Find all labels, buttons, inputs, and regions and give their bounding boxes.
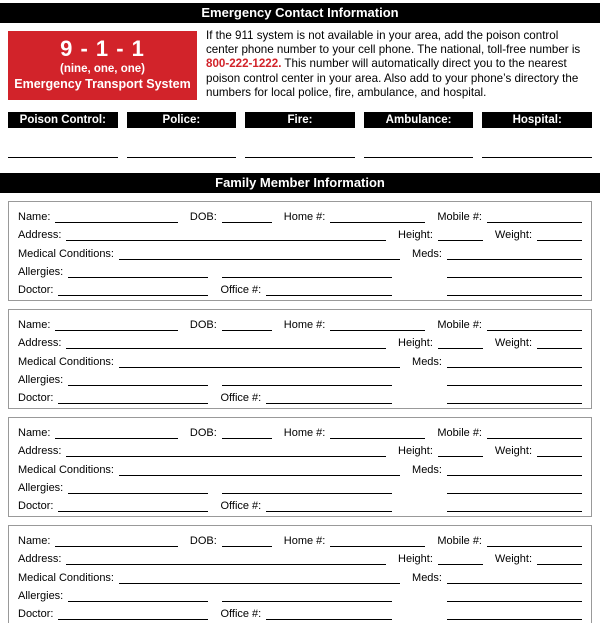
ambulance-blank-line [364,128,474,158]
weight-label: Weight: [494,553,532,566]
dob-blank-line [222,319,272,331]
allergies-blank-line [68,374,208,386]
mobile-phone-blank-line [487,535,582,547]
dob-blank-line [222,427,272,439]
contact-label-ambulance: Ambulance: [364,112,474,128]
weight-blank-line [537,229,582,241]
meds-continuation-line [447,590,582,602]
member-row-allergies [18,369,582,387]
address-blank-line [66,445,386,457]
meds-label: Meds: [412,247,442,260]
weight-label: Weight: [494,229,532,242]
allergies-label: Allergies: [18,481,64,494]
member-row-medical [18,459,582,477]
family-member-card [8,417,592,517]
allergies-label: Allergies: [18,265,64,278]
meds-continuation-line-2 [447,392,582,404]
family-members-list [0,201,600,623]
name-blank-line [55,319,177,331]
dob-label: DOB: [189,319,217,332]
doctor-blank-line [58,500,208,512]
911-caption: Emergency Transport System [14,77,191,91]
police-blank-line [127,128,237,158]
dob-blank-line [222,211,272,223]
office-phone-label: Office #: [220,284,262,297]
dob-blank-line [222,535,272,547]
address-blank-line [66,337,386,349]
medical-conditions-blank-line [119,248,400,260]
doctor-label: Doctor: [18,392,54,405]
doctor-label: Doctor: [18,284,54,297]
home-phone-blank-line [330,211,425,223]
meds-label: Meds: [412,463,442,476]
medical-conditions-label: Medical Conditions: [18,571,114,584]
dob-label: DOB: [189,535,217,548]
mobile-phone-blank-line [487,211,582,223]
allergies-continuation-line [222,266,392,278]
intro-text-before: If the 911 system is not available in your area, add the poison control center phone number to your cell phone. The national, toll-free number is [206,29,581,57]
meds-label: Meds: [412,571,442,584]
family-member-card [8,525,592,623]
office-phone-blank-line [266,284,392,296]
medical-conditions-blank-line [119,572,400,584]
address-label: Address: [18,445,62,458]
member-row-medical [18,567,582,585]
mobile-phone-label: Mobile #: [437,535,482,548]
home-phone-blank-line [330,319,425,331]
family-section-title: Family Member Information [0,173,600,193]
height-label: Height: [398,229,433,242]
meds-label: Meds: [412,355,442,368]
height-blank-line [438,337,483,349]
intro-text-after: This number will automatically direct you to the nearest poison control center in your area. Also add to your phone’s directory the numbers for local police, fire, ambulance, and hospital. [206,57,579,99]
height-label: Height: [398,553,433,566]
meds-continuation-line-2 [447,500,582,512]
address-label: Address: [18,229,62,242]
allergies-blank-line [68,266,208,278]
office-phone-blank-line [266,392,392,404]
intro-paragraph [206,29,592,100]
mobile-phone-label: Mobile #: [437,427,482,440]
hospital-blank-line [482,128,592,158]
member-row-allergies [18,261,582,279]
meds-continuation-line [447,266,582,278]
medical-conditions-blank-line [119,464,400,476]
member-row-medical [18,243,582,261]
height-blank-line [438,445,483,457]
dob-label: DOB: [189,211,217,224]
home-phone-blank-line [330,427,425,439]
allergies-continuation-line [222,374,392,386]
meds-continuation-line [447,374,582,386]
emergency-contacts-blank-lines-row [0,128,600,158]
member-row-name [18,422,582,440]
address-label: Address: [18,337,62,350]
doctor-blank-line [58,608,208,620]
emergency-contacts-labels-row [0,112,600,128]
weight-label: Weight: [494,337,532,350]
allergies-blank-line [68,482,208,494]
medical-conditions-blank-line [119,356,400,368]
poison-control-phone-number: 800-222-1222. [206,57,282,71]
doctor-blank-line [58,392,208,404]
allergies-continuation-line [222,482,392,494]
home-phone-label: Home #: [283,211,326,224]
doctor-label: Doctor: [18,608,54,621]
doctor-blank-line [58,284,208,296]
contact-label-fire: Fire: [245,112,355,128]
home-phone-label: Home #: [283,427,326,440]
meds-continuation-line [447,482,582,494]
hero-section [0,23,600,100]
member-row-allergies [18,585,582,603]
member-row-doctor [18,495,582,513]
name-label: Name: [18,427,51,440]
address-blank-line [66,229,386,241]
office-phone-label: Office #: [220,392,262,405]
member-row-address [18,440,582,458]
office-phone-blank-line [266,500,392,512]
mobile-phone-label: Mobile #: [437,211,482,224]
meds-blank-line [447,248,582,260]
medical-conditions-label: Medical Conditions: [18,247,114,260]
meds-continuation-line-2 [447,284,582,296]
page-title: Emergency Contact Information [0,3,600,23]
height-label: Height: [398,445,433,458]
medical-conditions-label: Medical Conditions: [18,355,114,368]
contact-label-hospital: Hospital: [482,112,592,128]
name-label: Name: [18,319,51,332]
contact-label-police: Police: [127,112,237,128]
dob-label: DOB: [189,427,217,440]
fire-blank-line [245,128,355,158]
family-member-card [8,201,592,301]
name-blank-line [55,535,177,547]
allergies-continuation-line [222,590,392,602]
member-row-address [18,224,582,242]
address-label: Address: [18,553,62,566]
member-row-medical [18,351,582,369]
member-row-doctor [18,387,582,405]
911-number: 9 - 1 - 1 [60,36,145,61]
allergies-label: Allergies: [18,589,64,602]
mobile-phone-blank-line [487,319,582,331]
address-blank-line [66,553,386,565]
weight-blank-line [537,553,582,565]
office-phone-blank-line [266,608,392,620]
allergies-label: Allergies: [18,373,64,386]
home-phone-label: Home #: [283,319,326,332]
height-blank-line [438,229,483,241]
weight-blank-line [537,445,582,457]
family-member-card [8,309,592,409]
name-label: Name: [18,535,51,548]
doctor-label: Doctor: [18,500,54,513]
name-label: Name: [18,211,51,224]
member-row-allergies [18,477,582,495]
meds-blank-line [447,356,582,368]
mobile-phone-blank-line [487,427,582,439]
office-phone-label: Office #: [220,500,262,513]
member-row-name [18,530,582,548]
member-row-name [18,206,582,224]
member-row-address [18,332,582,350]
member-row-doctor [18,603,582,621]
allergies-blank-line [68,590,208,602]
name-blank-line [55,427,177,439]
home-phone-label: Home #: [283,535,326,548]
height-blank-line [438,553,483,565]
medical-conditions-label: Medical Conditions: [18,463,114,476]
weight-label: Weight: [494,445,532,458]
meds-blank-line [447,464,582,476]
poison-control-blank-line [8,128,118,158]
911-badge [8,31,197,100]
member-row-doctor [18,279,582,297]
weight-blank-line [537,337,582,349]
911-subtitle: (nine, one, one) [60,63,145,75]
meds-blank-line [447,572,582,584]
name-blank-line [55,211,177,223]
office-phone-label: Office #: [220,608,262,621]
mobile-phone-label: Mobile #: [437,319,482,332]
meds-continuation-line-2 [447,608,582,620]
member-row-address [18,548,582,566]
contact-label-poison-control: Poison Control: [8,112,118,128]
member-row-name [18,314,582,332]
home-phone-blank-line [330,535,425,547]
height-label: Height: [398,337,433,350]
